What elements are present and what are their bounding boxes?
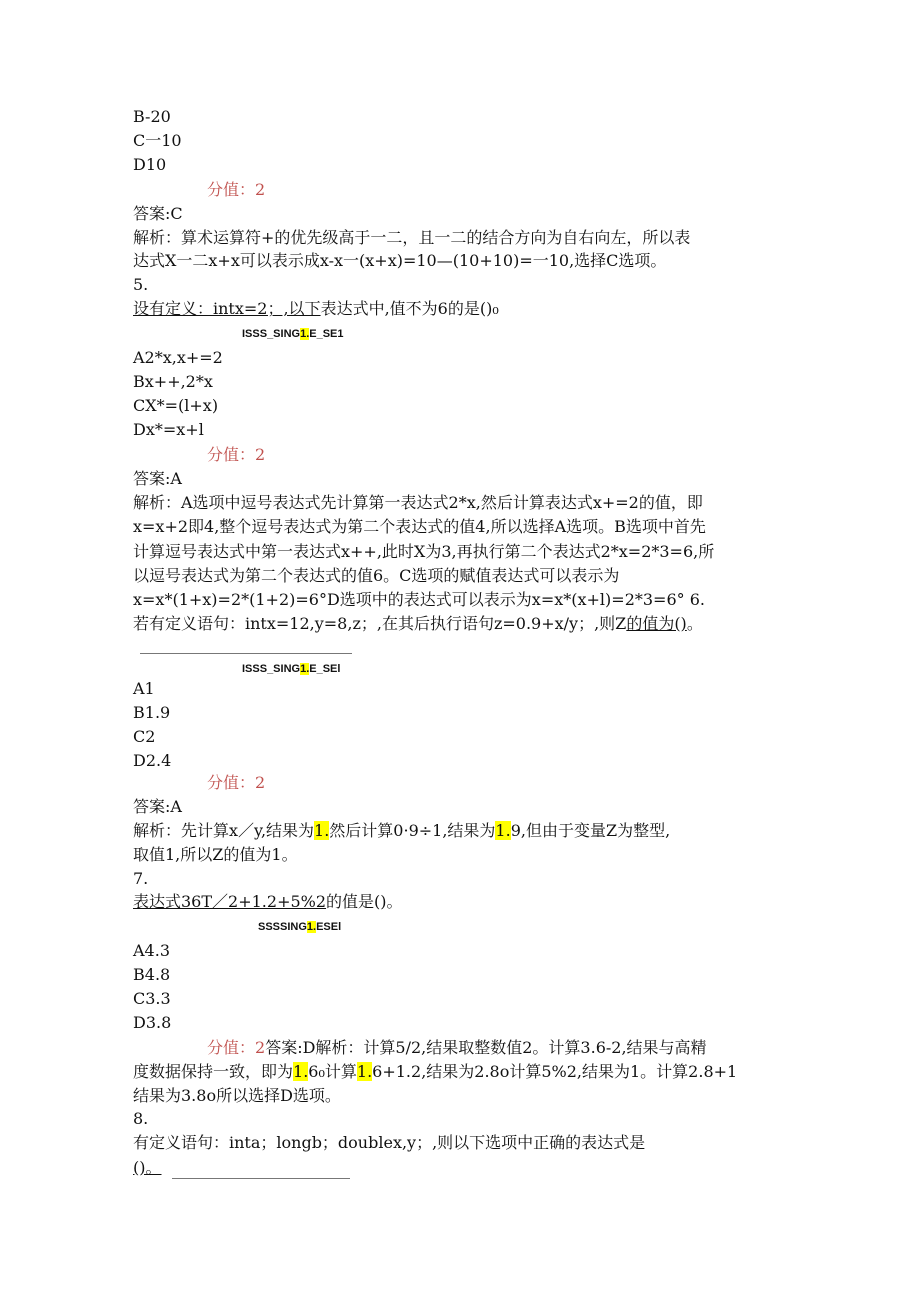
divider-line	[140, 653, 352, 654]
tag-text: ESEl	[316, 921, 342, 933]
option-d: Dx*=x+l	[133, 420, 204, 439]
analysis-line	[133, 1062, 737, 1082]
analysis-text: 9,但由于变量Z为整型,	[510, 821, 671, 840]
score-label: 分值：2	[207, 180, 266, 199]
option-d: D10	[133, 155, 167, 174]
stem-text: 若有定义语句：intx=12,y=8,z；,在其后执行语句z=0.9+x/y；,则Z	[133, 614, 627, 633]
tag-text: E_SE1	[309, 328, 344, 340]
question-type-tag	[258, 920, 341, 934]
option-b: Bx++,2*x	[133, 372, 213, 391]
option-c: C3.3	[133, 989, 171, 1008]
stem-underlined: ()。	[133, 1158, 162, 1177]
option-d: D2.4	[133, 751, 172, 770]
stem-text: 。	[686, 614, 703, 633]
stem-underlined: 的值为()	[626, 614, 687, 633]
tag-highlight: 1.	[300, 328, 310, 340]
question-type-tag	[242, 662, 340, 676]
option-a: A4.3	[133, 941, 170, 960]
analysis-line: 达式X一二x+x可以表示成x-x一(x+x)=10—(10+10)=一10,选择C选项。	[133, 251, 667, 270]
analysis-text: 然后计算0·9÷1,结果为	[329, 821, 496, 840]
tag-highlight: 1.	[300, 663, 310, 675]
answer-label: 答案:C	[133, 204, 183, 223]
analysis-line	[133, 821, 670, 841]
question-stem: 有定义语句：inta；longb；doublex,y；,则以下选项中正确的表达式是	[133, 1133, 646, 1152]
analysis-line: 取值1,所以Z的值为1。	[133, 845, 298, 864]
analysis-text: 解析：先计算x／y,结果为	[133, 821, 315, 840]
option-c: CX*=(l+x)	[133, 396, 219, 415]
question-number: 7.	[133, 869, 149, 888]
option-c: C一10	[133, 131, 182, 150]
tag-text: SSSSING	[258, 921, 307, 933]
answer-label: 答案:A	[133, 797, 182, 816]
option-b: B1.9	[133, 703, 171, 722]
stem-text: 的值是()。	[326, 892, 403, 911]
analysis-line: 解析：算术运算符+的优先级高于一二，且一二的结合方向为自右向左，所以表	[133, 228, 691, 247]
option-b: B4.8	[133, 965, 171, 984]
question-stem	[133, 614, 703, 634]
option-b: B-20	[133, 107, 171, 126]
question-stem	[133, 1158, 162, 1178]
text-highlight: 1.	[314, 821, 330, 840]
analysis-line: 结果为3.8o所以选择D选项。	[133, 1086, 341, 1105]
answer-blank-line	[172, 1178, 350, 1179]
option-d: D3.8	[133, 1013, 172, 1032]
tag-text: ISSS_SING	[242, 328, 301, 340]
analysis-line: x=x+2即4,整个逗号表达式为第二个表达式的值4,所以选择A选项。B选项中首先	[133, 517, 706, 536]
stem-underlined: 设有定义：intx=2；,以下	[133, 299, 321, 318]
option-c: C2	[133, 727, 156, 746]
analysis-text: 6₀计算	[308, 1062, 357, 1081]
option-a: A2*x,x+=2	[133, 348, 223, 367]
question-stem	[133, 299, 499, 319]
analysis-text: 答案:D解析：计算5/2,结果取整数值2。计算3.6-2,结果与高精	[265, 1038, 707, 1057]
tag-highlight: 1.	[306, 921, 317, 933]
question-stem	[133, 892, 403, 912]
answer-analysis-line	[207, 1038, 707, 1058]
question-type-tag	[242, 327, 344, 341]
analysis-text: 6+1.2,结果为2.8o计算5%2,结果为1。计算2.8+1	[372, 1062, 738, 1081]
analysis-line: 以逗号表达式为第二个表达式的值6。C选项的赋值表达式可以表示为	[133, 566, 620, 585]
answer-label: 答案:A	[133, 469, 182, 488]
score-label: 分值：2	[207, 773, 266, 792]
question-number: 5.	[133, 275, 149, 294]
text-highlight: 1.	[495, 821, 511, 840]
stem-underlined: 表达式36T／2+1.2+5%2	[133, 892, 327, 911]
analysis-line: 计算逗号表达式中第一表达式x++,此时X为3,再执行第二个表达式2*x=2*3=6,所	[133, 542, 715, 561]
score-label: 分值：2	[207, 1038, 266, 1057]
analysis-line: x=x*(1+x)=2*(1+2)=6°D选项中的表达式可以表示为x=x*(x+l)=2*3=6° 6.	[133, 590, 705, 609]
analysis-text: 度数据保持一致，即为	[133, 1062, 294, 1081]
tag-text: ISSS_SING	[242, 663, 301, 675]
question-number: 8.	[133, 1109, 149, 1128]
option-a: A1	[133, 679, 155, 698]
analysis-line: 解析：A选项中逗号表达式先计算第一表达式2*x,然后计算表达式x+=2的值，即	[133, 493, 703, 512]
score-label: 分值：2	[207, 445, 266, 464]
tag-text: E_SEl	[309, 663, 341, 675]
stem-text: 表达式中,值不为6的是()₀	[320, 299, 499, 318]
text-highlight: 1.	[293, 1062, 309, 1081]
text-highlight: 1.	[356, 1062, 373, 1081]
